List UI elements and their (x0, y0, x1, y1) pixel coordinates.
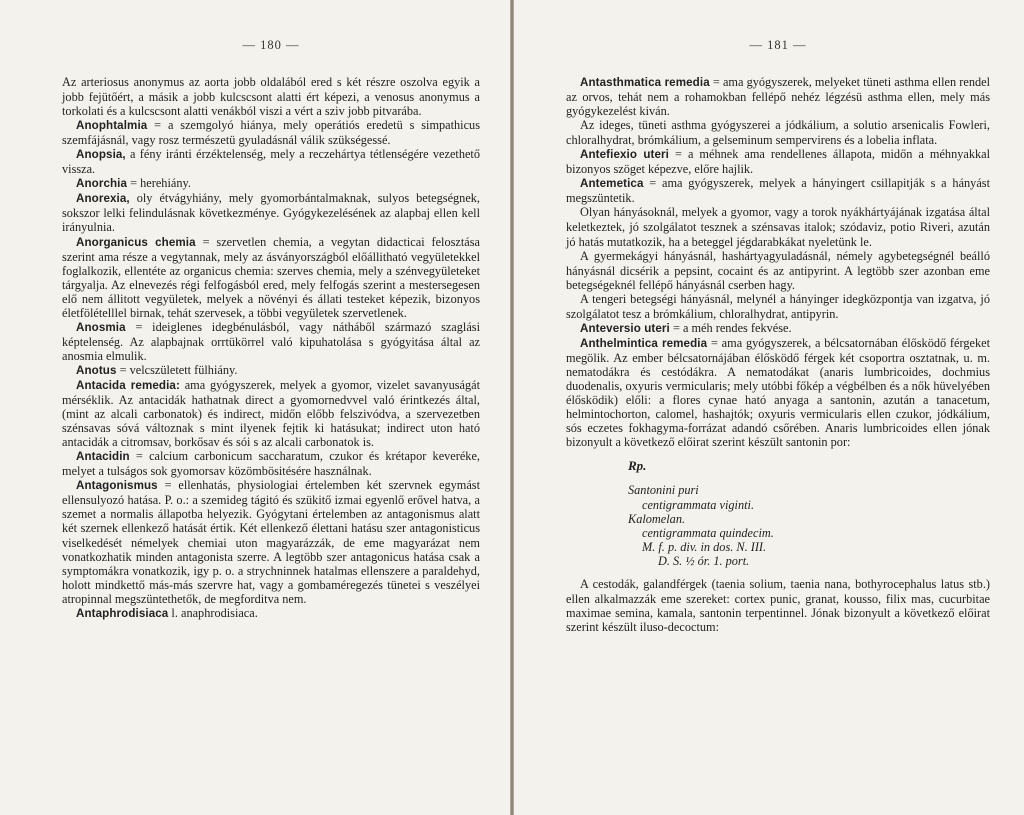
dictionary-entry: Antefiexio uteri = a méhnek ama rendellenes állapota, midőn a méhnyakkal bizonyos szöget képezve, előre hajlik. (566, 147, 990, 177)
entry-headword: Anteversio uteri (580, 321, 670, 335)
prescription-line: Kalomelan. (628, 511, 686, 526)
prescription-line: centigrammata quindecim. (642, 526, 774, 541)
prescription-line: Santonini puri (628, 483, 699, 498)
left-page-body (62, 75, 480, 621)
entry-headword: Anorganicus chemia (76, 235, 196, 249)
entry-headword: Antasthmatica remedia (580, 76, 710, 89)
page-number-right: — 181 — (749, 38, 807, 52)
entry-headword: Anorexia, (76, 192, 130, 206)
entry-headword: Antefiexio uteri (580, 148, 669, 162)
entry-headword: Anophtalmia (76, 119, 148, 133)
dictionary-entry: Olyan hányásoknál, melyek a gyomor, vagy a torok nyákhártyájának izgatása által keletkeztek, jó szolgálatot tesznek a szénsavas italok; szódaviz, potio Riveri, azután jó hatás mutatkozik, ha a beteggel jégdarabkákat nyeletünk le. (566, 205, 990, 249)
dictionary-entry: Anorganicus chemia = szervetlen chemia, a vegytan didacticai felosztása szerint ama része a vegytannak, mely az ásványországból előállitható vegyületekkel foglalkozik, ellentéte az organicus chemia: szerves chemia, mely a szénvegyületeket tárgyalja. Az elnevezés régi felfogásból ered, mely felfogás szerint a mestersegesen elő nem állitott vegyületek, melyek a növényi és állati testeket képezik, bizonyos életfölételllel birnak, tehát szervesek, a többi vegyületek szervetlenek. (62, 234, 480, 320)
entry-headword: Antacida remedia: (76, 378, 180, 392)
prescription-title: Rp. (628, 458, 647, 474)
dictionary-entry: Anorchia = herehiány. (76, 176, 191, 191)
entry-headword: Anopsia, (76, 148, 126, 162)
dictionary-entry: Antagonismus = ellenhatás, physiologiai értelemben két szervnek egymást ellensulyozó hatása. P. o.: a szemideg tágitó és szükitő izmai egyenlő erővel hatva, a szemet a normalis állapotba helyezik. Gyógytani értelemben az antagonismus alatt két szernek ellenkező hatását értik. Két ellenkező élettani hatásu szer antagonisticus viselkedését némelyek chemiai uton magyarázzák, de eme magyarázat nem vonatkozhatik minden antagonista szerre. A legtöbb szer antagonicus hatása csak a symptomákra vonatkozik, igy p. o. a strychninnek hatalmas ellenszere a paraldehyd, holott mindkettő más-más szervre hat, vagy a gombaméregezés tünetei s veszélyei atropinnal megszüntethetők, de megforditva nem. (62, 478, 480, 606)
dictionary-entry: Anorexia, oly étvágyhiány, mely gyomorbántalmaknak, sulyos betegségnek, sokszor lelki felindulásnak következménye. Gyógykezelésének az alapbaj ellen kell irányulnia. (62, 191, 480, 235)
dictionary-entry: Anotus = velcszületett fülhiány. (76, 362, 238, 377)
dictionary-entry: Az ideges, tüneti asthma gyógyszerei a jódkálium, a solutio arsenicalis Fowleri, chloralhydrat, brómkálium, a gelseminum sempervirens és a lobelia inflata. (566, 118, 990, 148)
entry-headword: Antaphrodisiaca (76, 606, 169, 620)
prescription-block (566, 459, 990, 568)
entry-headword: Antagonismus (76, 479, 158, 493)
dictionary-entry: Anteversio uteri = a méh rendes fekvése. (580, 320, 792, 335)
entry-headword: Anotus (76, 363, 117, 377)
right-page (514, 0, 1024, 815)
dictionary-entry: Antemetica = ama gyógyszerek, melyek a hányingert csillapitják s a hányást megszüntetik. (566, 176, 990, 206)
dictionary-entry: Antacidin = calcium carbonicum saccharatum, czukor és krétapor keveréke, melyet a tulságos sok gyomorsav közömbösitésére használnak. (62, 449, 480, 479)
dictionary-entry: A tengeri betegségi hányásnál, melynél a hányinger idegközpontja van izgatva, jó szolgálatot tesz a brómkálium, chloralhydrat, antipyrin. (566, 291, 990, 321)
dictionary-entry: Anophtalmia = a szemgolyó hiánya, mely operátiós eredetü s simpathicus szemfájásnál, vagy rosz természetü gyuladásnál válik szükségessé. (62, 118, 480, 148)
entry-headword: Antacidin (76, 450, 130, 464)
page-number-left: — 180 — (242, 38, 300, 52)
left-page (0, 0, 510, 815)
dictionary-entry: Az arteriosus anonymus az aorta jobb oldalából ered s két részre oszolva egyik a jobb fejütőért, a másik a jobb kulcscsont alatti ért képezi, a venosus anonymus a torkolati és a kulcscsont alatti venákból viszi a vért a sziv jobb pitvarába. (62, 75, 480, 119)
dictionary-entry: A cestodák, galandférgek (taenia solium, taenia nana, bothyrocephalus latus stb.) ellen alkalmazzák eme szereket: cortex punic, granat, kousso, filix mas, cucurbitae maximae semina, kamala, santonin terpentinnel. Jónak bizonyult a következő előirat szerint készült iluso-decoctum: (566, 576, 990, 634)
dictionary-entry: Anopsia, a fény iránti érzéktelenség, mely a reczehártya tétlenségére vezethető vissza. (62, 147, 480, 177)
entry-headword: Anosmia (76, 320, 126, 334)
entry-headword: Antemetica (580, 177, 644, 191)
dictionary-entry: Anthelmintica remedia = ama gyógyszerek, a bélcsatornában élősködő férgeket megölik. Az ember bélcsatornájában élősködő férgek két csoportra osztatnak, u. m. nematodákra és cestódákra. A nematodákat (anaris lumbricoides, dochmius duodenalis, oxyuris vermicularis; mely utóbbi főkép a végbélben és a nők hüvelyében élősködik) előli: a flores cynae ható anyaga a santonin, azután a tanacetum, helmintochorton, calomel, hashajtók; oxyuris vermicularis ellen czukor, jódkálium, sós eczetes fokhagyma-forrázat adandó csőrében. Anaris lumbricoides ellen jónak bizonyult a következő előirat szerint készült santonin por: (566, 335, 990, 450)
prescription-line: D. S. ½ ór. 1. port. (658, 554, 750, 569)
entry-headword: Anorchia (76, 177, 128, 191)
dictionary-entry: Anosmia = ideiglenes idegbénulásból, vagy nátháből származó szaglási képtelenség. Az alapbajnak orrtükörrel való kipuhatolása s gyógyitása által az anosmia elmulik. (62, 319, 480, 363)
prescription-line: M. f. p. div. in dos. N. III. (642, 540, 767, 555)
dictionary-entry: A gyermekágyi hányásnál, hashártyagyuladásnál, némely agybetegségnél beálló hányásnál dicsérik a pepsint, cocaint és az antipyrint. A legtöbb szer azonban eme betegségeknél fellépő hányásnál cserben hagy. (566, 248, 990, 292)
dictionary-entry: Antaphrodisiaca l. anaphrodisiaca. (76, 605, 258, 620)
entry-headword: Anthelmintica remedia (580, 336, 708, 350)
prescription-line: centigrammata viginti. (642, 497, 755, 512)
right-page-body (566, 75, 990, 634)
dictionary-entry: Antacida remedia: ama gyógyszerek, melyek a gyomor, vizelet savanyuságát mérséklik. Az antacidák hathatnak direct a gyomornedvvel való érintkezés által, (mint az alcali carbonatok) és indirect, midőn előbb felszivódva, a szervezetben szénsavas sóvá változnak s mint ilyenek fejtik ki hatásukat; indirect uton ható antacidák a citromsav, borkősav és sói s az alcali carbonatok is. (62, 377, 480, 450)
dictionary-entry: Antasthmatica remedia = ama gyógyszerek, melyeket tüneti asthma ellen rendel az orvos, tehát nem a rohamokban fellépő nehéz légzésü asthma ellen, mely más gyógykezelést kiván. (566, 75, 990, 119)
